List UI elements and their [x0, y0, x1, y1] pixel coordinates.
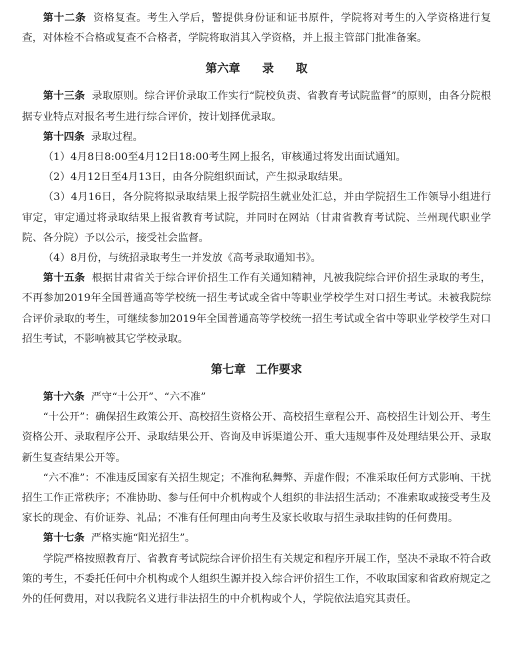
article-label: 第十五条: [43, 272, 86, 285]
article-label: 第十二条: [43, 12, 87, 24]
sunshine-admission-paragraph: 学院严格按照教育厅、省教育考试院综合评价招生有关规定和程序开展工作，坚决不录取不符合政策的考生，不委托任何中介机构或个人组织生源并投入综合评价招生工作，不收取国家和省政府规定之外的任何费用，对以我院名义进行非法招生的中介机构或个人，学院依法追究其责任。: [22, 552, 491, 606]
six-prohibitions-paragraph: “六不准”：不准违反国家有关招生规定；不准徇私舞弊、弄虚作假；不准采取任何方式影响、干扰招生工作正常秩序；不准协助、参与任何中介机构或个人组织的非法招生活动；不准索取或接受考生及家长的现金、有价证券、礼品；不准有任何理由向考生及家长收取与招生录取挂钩的任何费用。: [22, 471, 491, 525]
chapter-number: 第七章: [210, 362, 246, 377]
process-step-2: （2）4月12日至4月13日，由各分院组织面试，产生拟录取结果。: [43, 171, 350, 184]
chapter-number: 第六章: [205, 61, 241, 76]
article-label: 第十七条: [43, 532, 85, 545]
article-12: [22, 8, 491, 48]
article-text: 严格实施“阳光招生”。: [91, 532, 196, 545]
article-label: 第十六条: [43, 391, 85, 404]
article-15: [22, 268, 491, 349]
process-step-3: （3）4月16日，各分院将拟录取结果上报学院招生就业处汇总，并由学院招生工作领导小组进行审定，审定通过将录取结果上报省教育考试院，并同时在网站（甘肃省教育考试院、兰州现代职业学院、各分院）予以公示，接受社会监督。: [22, 191, 491, 244]
process-step-4: （4）8月份，与统招录取考生一并发放《高考录取通知书》。: [43, 252, 322, 265]
chapter-6-heading: [22, 58, 491, 78]
article-text: 资格复查。考生入学后，警提供身份证和证书原件，学院将对考生的入学资格进行复查，对体检不合格或复查不合格者，学院将取消其入学资格，并上报主管部门批准备案。: [22, 12, 492, 45]
process-step-1: （1）4月8日8:00至4月12日18:00考生网上报名，审核通过将发出面试通知。: [43, 151, 407, 164]
chapter-title: 工作要求: [255, 362, 303, 377]
article-text: 严守“十公开”、“六不准”: [91, 391, 206, 404]
article-text: 根据甘肃省关于综合评价招生工作有关通知精神，凡被我院综合评价招生录取的考生，不再参加2019年全国普通高等学校统一招生考试或全省中等职业学校学生对口招生考试。未被我院综合评价录取的考生，可继续参加2019年全国普通高等学校统一招生考试或全省中等职业学校学生对口招生考试，不影响被其它学校录取。: [22, 272, 492, 345]
article-text: 录取原则。综合评价录取工作实行“院校负责、省教育考试院监督”的原则，由各分院根据专业特点对报名考生进行综合评价，按计划择优录取。: [22, 90, 492, 123]
article-14: [22, 127, 491, 147]
article-16: [22, 387, 491, 407]
chapter-title-part: 取: [295, 61, 308, 76]
chapter-7-heading: [22, 359, 491, 379]
chapter-title-part: 录: [262, 61, 274, 76]
article-17: [22, 528, 491, 548]
article-label: 第十三条: [43, 90, 85, 103]
article-13: [22, 86, 491, 126]
ten-publicities-paragraph: “十公开”：确保招生政策公开、高校招生资格公开、高校招生章程公开、高校招生计划公开、考生资格公开、录取程序公开、录取结果公开、咨询及申诉渠道公开、重大违规事件及处理结果公开、录取新生复查结果公开等。: [22, 411, 491, 464]
article-text: 录取过程。: [91, 130, 144, 143]
article-label: 第十四条: [43, 130, 85, 143]
